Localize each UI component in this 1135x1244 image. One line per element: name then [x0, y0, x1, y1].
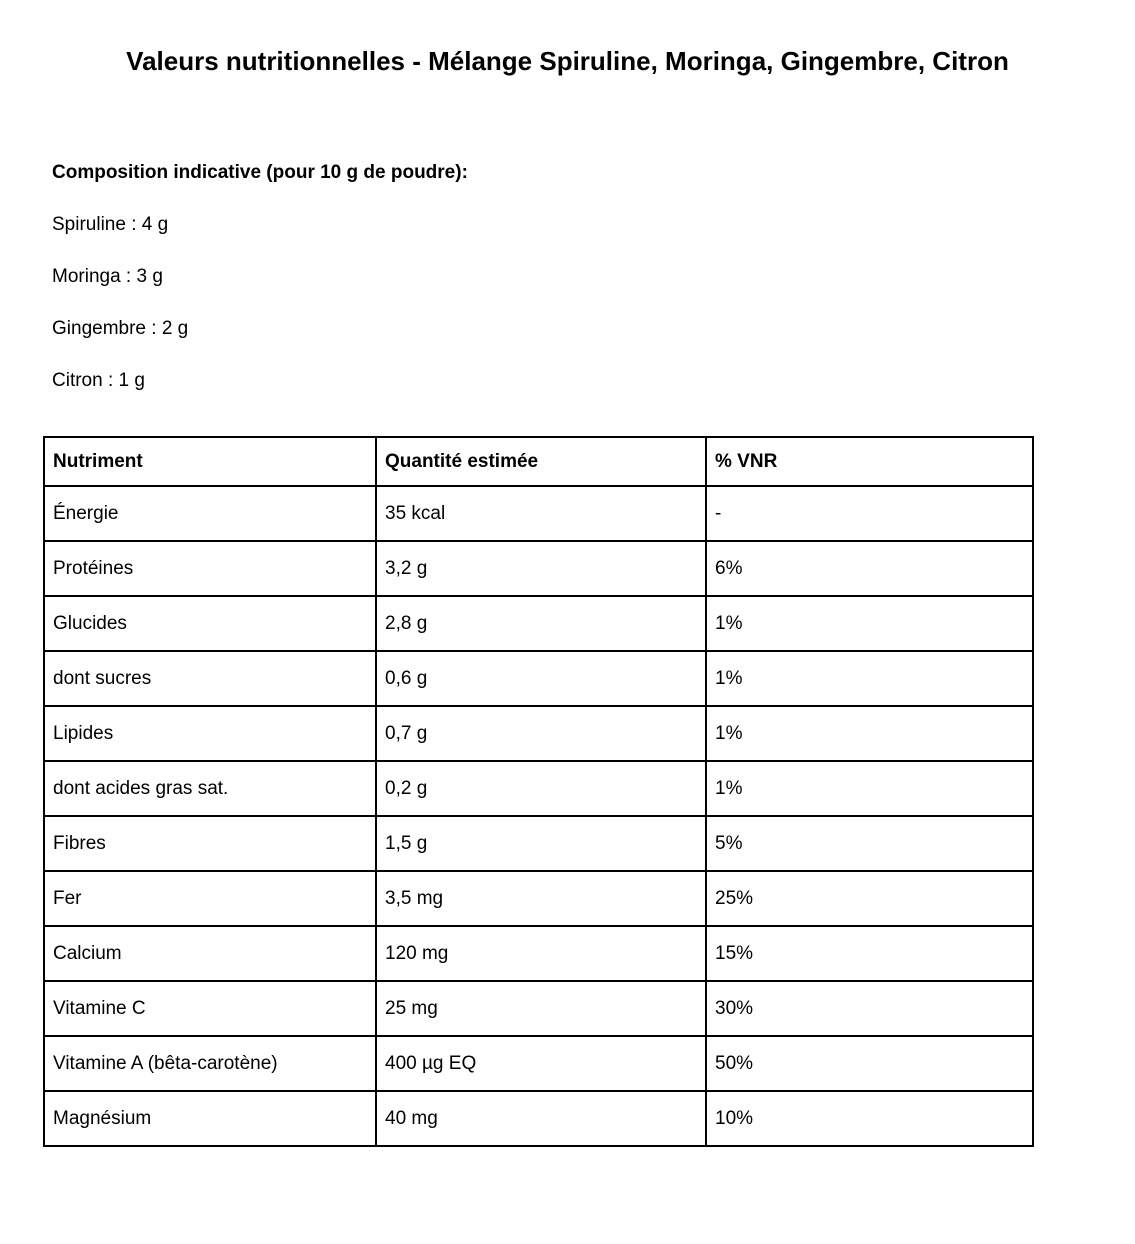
table-cell: 30% [706, 981, 1033, 1036]
table-row [44, 486, 1033, 541]
table-cell: Vitamine A (bêta-carotène) [44, 1036, 376, 1091]
table-cell: 120 mg [376, 926, 706, 981]
table-cell: 1% [706, 596, 1033, 651]
table-cell: 2,8 g [376, 596, 706, 651]
table-cell: 15% [706, 926, 1033, 981]
table-cell: 25 mg [376, 981, 706, 1036]
table-row [44, 981, 1033, 1036]
column-header-quantite: Quantité estimée [376, 437, 706, 486]
table-cell: 1% [706, 761, 1033, 816]
table-cell: 35 kcal [376, 486, 706, 541]
table-cell: 400 µg EQ [376, 1036, 706, 1091]
table-cell: Énergie [44, 486, 376, 541]
table-cell: 1% [706, 706, 1033, 761]
table-cell: Fibres [44, 816, 376, 871]
table-cell: Calcium [44, 926, 376, 981]
composition-heading: Composition indicative (pour 10 g de poudre): [52, 162, 468, 183]
table-cell: dont sucres [44, 651, 376, 706]
table-row [44, 541, 1033, 596]
table-row [44, 761, 1033, 816]
nutrition-table-body [44, 486, 1033, 1146]
table-cell: 10% [706, 1091, 1033, 1146]
nutrition-table [43, 436, 1034, 1147]
table-cell: 0,6 g [376, 651, 706, 706]
composition-item-moringa: Moringa : 3 g [52, 266, 163, 287]
table-row [44, 596, 1033, 651]
column-header-vnr: % VNR [706, 437, 1033, 486]
table-cell: 6% [706, 541, 1033, 596]
page-title: Valeurs nutritionnelles - Mélange Spiruline, Moringa, Gingembre, Citron [126, 46, 1009, 76]
table-cell: 5% [706, 816, 1033, 871]
table-cell: 1,5 g [376, 816, 706, 871]
table-cell: 25% [706, 871, 1033, 926]
table-row [44, 871, 1033, 926]
composition-item-citron: Citron : 1 g [52, 370, 145, 391]
table-cell: 40 mg [376, 1091, 706, 1146]
table-cell: Vitamine C [44, 981, 376, 1036]
column-header-nutriment: Nutriment [44, 437, 376, 486]
table-cell: 3,2 g [376, 541, 706, 596]
table-cell: dont acides gras sat. [44, 761, 376, 816]
table-cell: 50% [706, 1036, 1033, 1091]
table-cell: 3,5 mg [376, 871, 706, 926]
table-cell: - [706, 486, 1033, 541]
table-cell: Fer [44, 871, 376, 926]
table-cell: Magnésium [44, 1091, 376, 1146]
table-cell: Glucides [44, 596, 376, 651]
table-row [44, 1036, 1033, 1091]
table-cell: 1% [706, 651, 1033, 706]
composition-section [52, 162, 1135, 392]
table-cell: Protéines [44, 541, 376, 596]
composition-item-spiruline: Spiruline : 4 g [52, 214, 169, 235]
table-row [44, 1091, 1033, 1146]
table-row [44, 816, 1033, 871]
table-row [44, 706, 1033, 761]
table-cell: Lipides [44, 706, 376, 761]
table-cell: 0,2 g [376, 761, 706, 816]
table-row [44, 651, 1033, 706]
table-row [44, 926, 1033, 981]
table-header-row [44, 437, 1033, 486]
composition-item-gingembre: Gingembre : 2 g [52, 318, 189, 339]
table-cell: 0,7 g [376, 706, 706, 761]
